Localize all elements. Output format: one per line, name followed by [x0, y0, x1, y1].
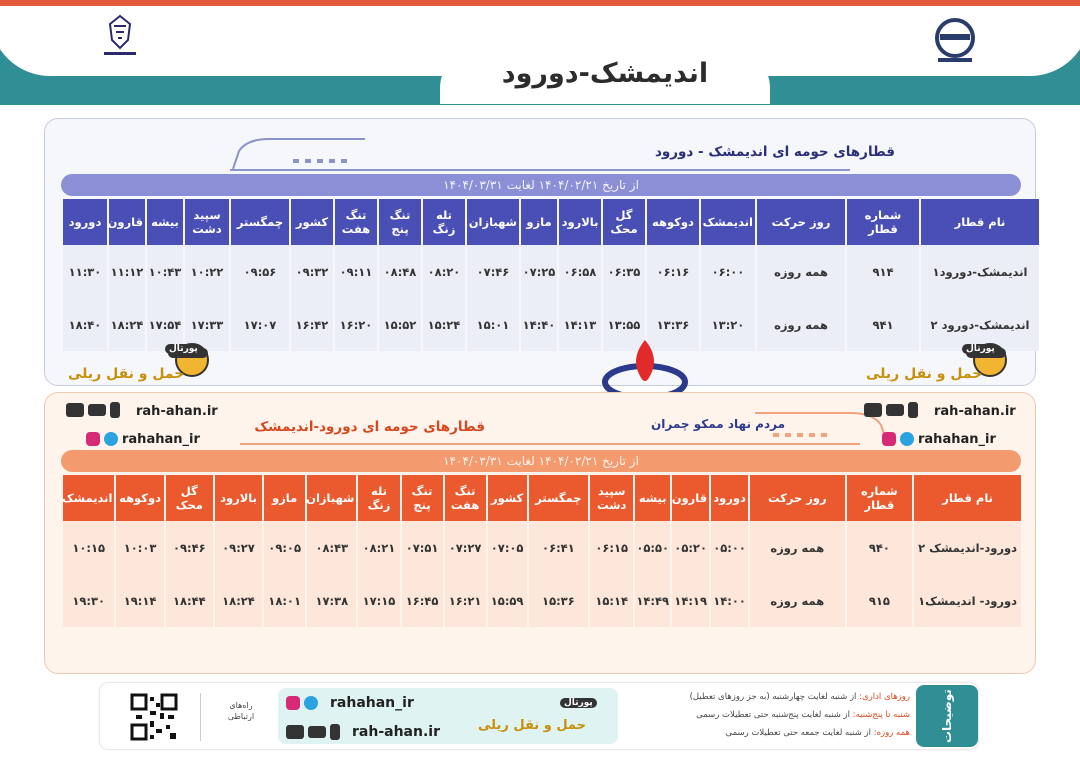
column-header: چمگستر	[529, 475, 589, 521]
social-handle-left[interactable]: rahahan_ir	[122, 432, 200, 447]
table-row	[63, 574, 1021, 627]
column-header: چمگستر	[231, 199, 289, 245]
column-header: سپید دشت	[185, 199, 229, 245]
table-header-row	[63, 199, 1039, 245]
column-header: شماره قطار	[847, 475, 913, 521]
footer-line-1-key: روزهای اداری:	[859, 692, 910, 702]
device-icons-left	[66, 402, 120, 418]
table-row	[63, 521, 1021, 574]
train-number-cell: ۹۴۰	[847, 521, 913, 574]
time-cell: ۱۵:۱۴	[590, 574, 633, 627]
telegram-icon[interactable]	[304, 696, 318, 710]
website-right[interactable]: rah-ahan.ir	[934, 404, 1016, 419]
column-header: شماره قطار	[847, 199, 919, 245]
time-cell: ۱۶:۴۲	[291, 298, 333, 351]
footer-device-icons	[286, 724, 340, 740]
time-cell: ۰۶:۴۱	[529, 521, 589, 574]
time-cell: ۱۳:۲۰	[701, 298, 755, 351]
time-cell: ۰۸:۲۰	[423, 245, 465, 298]
time-cell: ۱۰:۴۳	[147, 245, 183, 298]
section-underline	[240, 443, 860, 445]
column-header: دوکوهه	[116, 475, 163, 521]
laptop-icon	[886, 404, 904, 416]
time-cell: ۰۶:۰۰	[701, 245, 755, 298]
time-cell: ۱۵:۲۴	[423, 298, 465, 351]
column-header: قارون	[109, 199, 145, 245]
time-cell: ۱۵:۰۱	[467, 298, 519, 351]
website-left[interactable]: rah-ahan.ir	[136, 404, 218, 419]
mobile-icon	[330, 724, 340, 740]
time-cell: ۱۶:۲۱	[445, 574, 486, 627]
timetable-blue	[61, 199, 1041, 351]
table-header-row	[63, 475, 1021, 521]
train-number-cell: ۹۱۴	[847, 245, 919, 298]
time-cell: ۰۷:۴۶	[467, 245, 519, 298]
time-cell: ۰۵:۲۰	[672, 521, 709, 574]
time-cell: ۱۴:۴۰	[521, 298, 557, 351]
time-cell: ۱۸:۲۴	[215, 574, 262, 627]
time-cell: ۰۷:۵۱	[402, 521, 443, 574]
footer-line-2-text: از شنبه لغایت پنج‌شنبه حتی تعطیلات رسمی	[696, 710, 851, 720]
footer-divider	[200, 693, 201, 741]
time-cell: ۱۹:۳۰	[63, 574, 114, 627]
time-cell: ۰۵:۰۰	[711, 521, 748, 574]
column-header: نام قطار	[921, 199, 1039, 245]
column-header: تله زنگ	[423, 199, 465, 245]
train-name-cell: اندیمشک-دورود ۲	[921, 298, 1039, 351]
time-cell: ۰۷:۰۵	[488, 521, 527, 574]
column-header: بیشه	[147, 199, 183, 245]
time-cell: ۱۵:۳۶	[529, 574, 589, 627]
time-cell: ۰۹:۳۲	[291, 245, 333, 298]
time-cell: ۰۶:۳۵	[603, 245, 645, 298]
time-cell: ۱۴:۱۹	[672, 574, 709, 627]
footer-line-3	[620, 728, 910, 738]
column-header: گل محک	[603, 199, 645, 245]
footer-portal-name: حمل و نقل ریلی	[478, 718, 587, 733]
time-cell: ۱۴:۱۳	[559, 298, 601, 351]
column-header: قارون	[672, 475, 709, 521]
laptop-icon	[308, 726, 326, 738]
column-header: نام قطار	[914, 475, 1021, 521]
column-header: بالارود	[215, 475, 262, 521]
timetable-orange	[61, 475, 1023, 627]
section-title-orange: قطارهای حومه ای دورود-اندیمشک	[254, 419, 485, 435]
page-title: اندیمشک-دورود	[501, 58, 709, 89]
column-header: تنگ پنج	[379, 199, 421, 245]
time-cell: ۱۷:۳۸	[307, 574, 356, 627]
footer-line-3-key: همه روزه:	[873, 728, 910, 738]
column-header: روز حرکت	[750, 475, 844, 521]
time-cell: ۰۹:۴۶	[166, 521, 213, 574]
time-cell: ۱۳:۵۵	[603, 298, 645, 351]
portal-tag-left: پورتال	[165, 344, 202, 354]
time-cell: ۰۷:۲۷	[445, 521, 486, 574]
footer-line-1	[620, 692, 910, 702]
portal-tag-right: پورتال	[962, 344, 999, 354]
time-cell: ۰۸:۲۱	[358, 521, 399, 574]
column-header: تنگ هفت	[445, 475, 486, 521]
time-cell: ۱۷:۳۳	[185, 298, 229, 351]
time-cell: ۱۸:۴۰	[63, 298, 107, 351]
instagram-icon[interactable]	[86, 432, 100, 446]
footer-social-icons	[286, 696, 318, 710]
section-underline	[230, 169, 850, 171]
column-header: تنگ هفت	[335, 199, 377, 245]
time-cell: ۰۶:۱۶	[647, 245, 699, 298]
time-cell: ۰۹:۲۷	[215, 521, 262, 574]
footer-website[interactable]: rah-ahan.ir	[352, 724, 440, 740]
column-header: تنگ پنج	[402, 475, 443, 521]
instagram-icon[interactable]	[286, 696, 300, 710]
contact-ways-label: راه‌های ارتباطی	[227, 701, 255, 721]
qr-code-icon[interactable]	[130, 693, 178, 741]
time-cell: ۰۹:۰۵	[264, 521, 305, 574]
footer-line-2	[620, 710, 910, 720]
date-range-blue: از تاریخ ۱۴۰۴/۰۲/۲۱ لغایت ۱۴۰۴/۰۳/۳۱	[61, 174, 1021, 196]
train-number-cell: ۹۱۵	[847, 574, 913, 627]
ministry-emblem-icon	[100, 14, 140, 60]
railway-logo-icon	[930, 16, 980, 66]
time-cell: ۱۷:۱۵	[358, 574, 399, 627]
portal-name-left: حمل و نقل ریلی	[68, 366, 185, 382]
run-days-cell: همه روزه	[757, 298, 845, 351]
footer-line-3-text: از شنبه لغایت جمعه حتی تعطیلات رسمی	[725, 728, 871, 738]
footer-line-2-key: شنبه تا پنج‌شنبه:	[852, 710, 910, 720]
column-header: کشور	[291, 199, 333, 245]
time-cell: ۱۷:۰۷	[231, 298, 289, 351]
run-days-cell: همه روزه	[750, 574, 844, 627]
column-header: اندیمشک	[701, 199, 755, 245]
telegram-icon[interactable]	[104, 432, 118, 446]
time-cell: ۱۰:۰۳	[116, 521, 163, 574]
time-cell: ۰۹:۵۶	[231, 245, 289, 298]
title-tab	[440, 48, 770, 104]
run-days-cell: همه روزه	[750, 521, 844, 574]
time-cell: ۱۴:۰۰	[711, 574, 748, 627]
social-handle-right[interactable]: rahahan_ir	[918, 432, 996, 447]
laptop-icon	[88, 404, 106, 416]
time-cell: ۱۶:۴۵	[402, 574, 443, 627]
footer-portal-tag: پورتال	[560, 698, 597, 708]
time-cell: ۱۵:۵۹	[488, 574, 527, 627]
column-header: تله زنگ	[358, 475, 399, 521]
column-header: کشور	[488, 475, 527, 521]
time-cell: ۱۱:۱۲	[109, 245, 145, 298]
column-header: روز حرکت	[757, 199, 845, 245]
time-cell: ۰۶:۵۸	[559, 245, 601, 298]
time-cell: ۱۰:۲۲	[185, 245, 229, 298]
column-header: مازو	[521, 199, 557, 245]
column-header: مازو	[264, 475, 305, 521]
time-cell: ۱۱:۳۰	[63, 245, 107, 298]
time-cell: ۱۸:۴۴	[166, 574, 213, 627]
desktop-icon	[286, 725, 304, 739]
time-cell: ۰۸:۴۸	[379, 245, 421, 298]
train-outline-icon	[229, 133, 369, 173]
desktop-icon	[66, 403, 84, 417]
column-header: بیشه	[635, 475, 670, 521]
column-header: دوکوهه	[647, 199, 699, 245]
desktop-icon	[864, 403, 882, 417]
portal-name-right: حمل و نقل ریلی	[866, 366, 983, 382]
social-icons-left	[86, 432, 118, 446]
device-icons-right	[864, 402, 918, 418]
column-header: سپید دشت	[590, 475, 633, 521]
footer-label: توضیحات	[916, 685, 978, 747]
time-cell: ۱۴:۴۹	[635, 574, 670, 627]
train-name-cell: دورود-اندیمشک ۲	[914, 521, 1021, 574]
time-cell: ۱۳:۳۶	[647, 298, 699, 351]
instagram-icon[interactable]	[882, 432, 896, 446]
column-header: گل محک	[166, 475, 213, 521]
social-icons-right	[882, 432, 914, 446]
time-cell: ۱۶:۲۰	[335, 298, 377, 351]
footer-line-1-text: از شنبه لغایت چهارشنبه (به جز روزهای تعطیل)	[689, 692, 857, 702]
sponsor-name: مردم نهاد ممکو چمران	[651, 417, 785, 431]
column-header: شهبازان	[307, 475, 356, 521]
column-header: دورود	[711, 475, 748, 521]
mobile-icon	[110, 402, 120, 418]
column-header: شهبازان	[467, 199, 519, 245]
train-name-cell: اندیمشک-دورود۱	[921, 245, 1039, 298]
date-range-orange: از تاریخ ۱۴۰۴/۰۲/۲۱ لغایت ۱۴۰۴/۰۳/۳۱	[61, 450, 1021, 472]
column-header: بالارود	[559, 199, 601, 245]
section-title-blue: قطارهای حومه ای اندیمشک - دورود	[654, 144, 895, 160]
time-cell: ۱۸:۰۱	[264, 574, 305, 627]
footer-social-handle[interactable]: rahahan_ir	[330, 695, 414, 711]
time-cell: ۱۹:۱۴	[116, 574, 163, 627]
train-number-cell: ۹۴۱	[847, 298, 919, 351]
mobile-icon	[908, 402, 918, 418]
time-cell: ۱۸:۲۴	[109, 298, 145, 351]
run-days-cell: همه روزه	[757, 245, 845, 298]
time-cell: ۱۷:۵۴	[147, 298, 183, 351]
time-cell: ۰۵:۵۰	[635, 521, 670, 574]
column-header: اندیمشک	[63, 475, 114, 521]
time-cell: ۰۹:۱۱	[335, 245, 377, 298]
time-cell: ۰۶:۱۵	[590, 521, 633, 574]
train-name-cell: دورود- اندیمشک۱	[914, 574, 1021, 627]
telegram-icon[interactable]	[900, 432, 914, 446]
table-row	[63, 245, 1039, 298]
time-cell: ۰۸:۴۳	[307, 521, 356, 574]
time-cell: ۱۰:۱۵	[63, 521, 114, 574]
time-cell: ۱۵:۵۲	[379, 298, 421, 351]
column-header: دورود	[63, 199, 107, 245]
time-cell: ۰۷:۲۵	[521, 245, 557, 298]
